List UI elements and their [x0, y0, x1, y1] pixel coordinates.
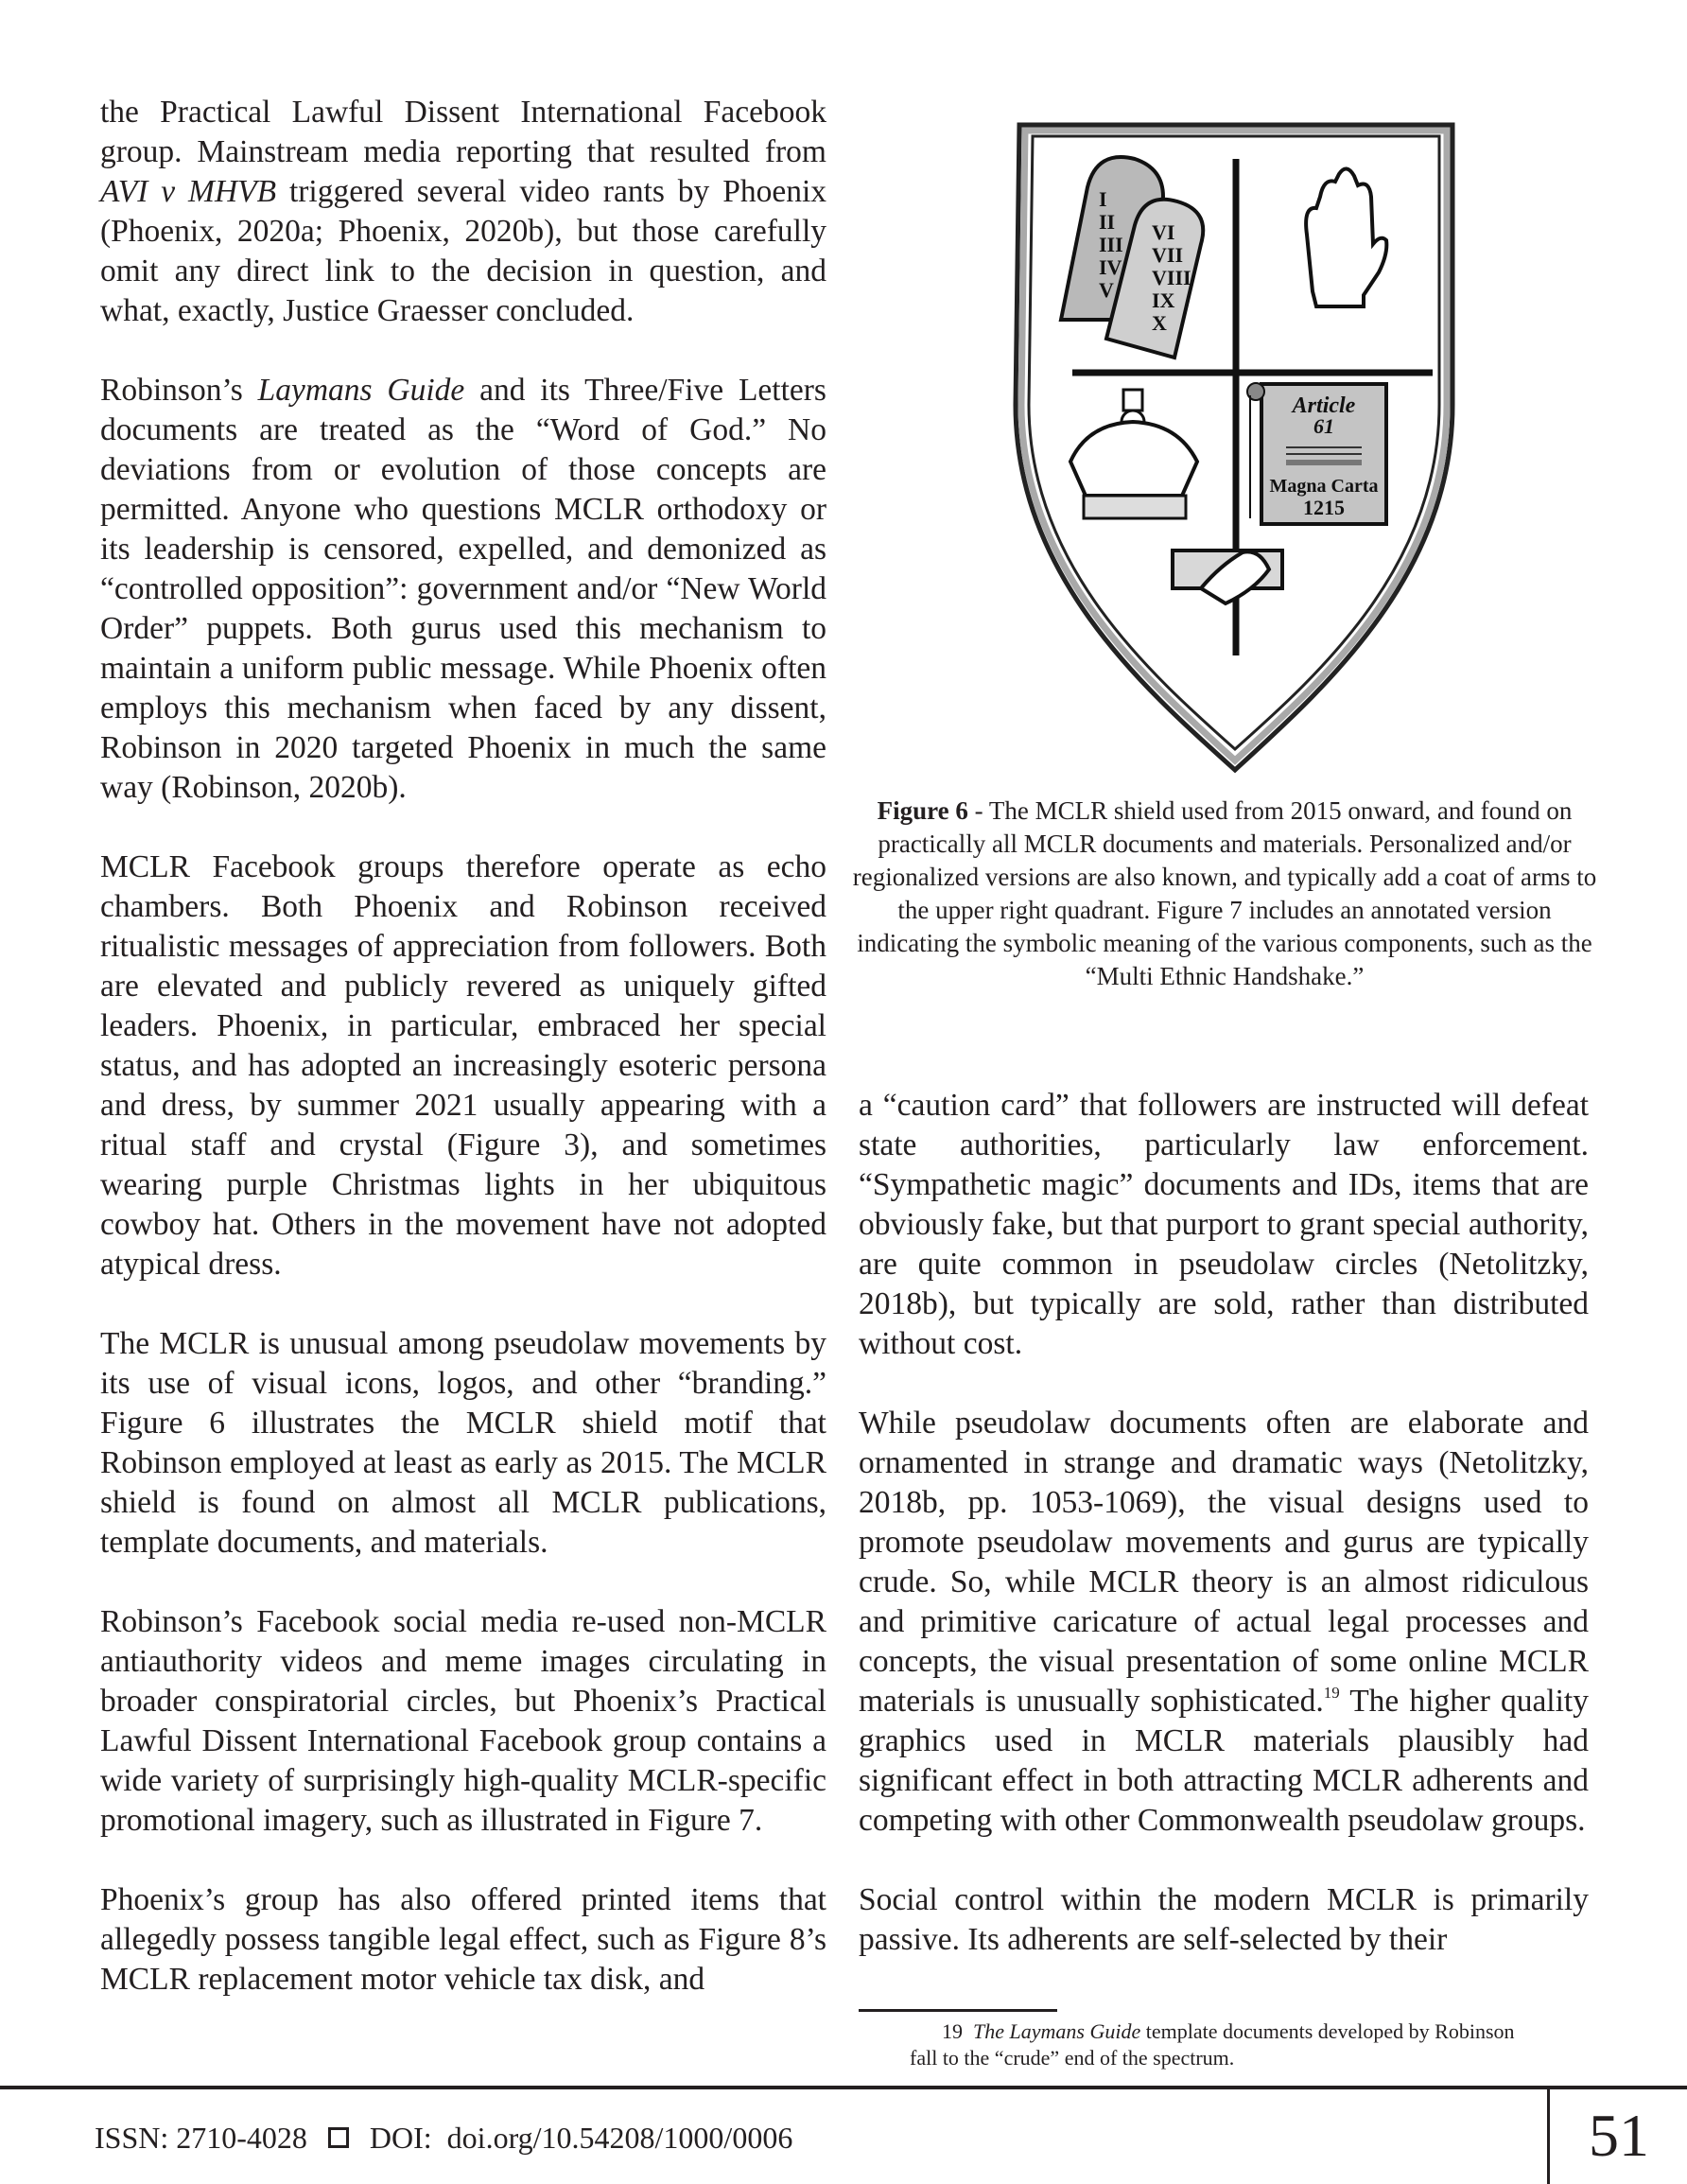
left-column [100, 93, 826, 2000]
paragraph-text: a “caution card” that followers are instructed will defeat state authorities, particularly law enforcement. “Sympathetic magic” documents and IDs, items that are obviously fake, but that purport to grant special authority, are quite common in pseudolaw circles (Netolitzky, 2018b), but typically are sold, rather than distributed without cost. [859, 1088, 1589, 1361]
square-box-icon [328, 2127, 349, 2148]
roman-numeral: X [1152, 311, 1167, 335]
italic-citation: AVI v MHVB [100, 174, 277, 209]
body-paragraph [100, 847, 826, 1284]
roman-numeral: III [1099, 233, 1123, 256]
svg-text:Magna Carta: Magna Carta [1269, 476, 1379, 497]
footnote [910, 2018, 1591, 2071]
paragraph-text: While pseudolaw documents often are elaborate and ornamented in strange and dramatic ways (Netolitzky, 2018b, pp. 1053-1069), the visual designs used to promote pseudolaw movements and gurus are typically crude. So, while MCLR theory is an almost ridiculous and primitive caricature of actual legal processes and concepts, the visual presentation of some online MCLR materials is unusually sophisticated. [859, 1406, 1589, 1719]
italic-citation: Laymans Guide [257, 373, 465, 408]
footnote-number: 19 [942, 2019, 963, 2043]
body-paragraph [859, 1404, 1589, 1841]
roman-numeral: I [1099, 187, 1107, 211]
body-paragraph [100, 1880, 826, 2000]
figure-label: Figure 6 [877, 796, 968, 825]
roman-numeral: IX [1152, 288, 1175, 312]
paragraph-text: The higher quality graphics used in MCLR materials plausibly had significant effect in both attracting MCLR adherents and competing with other Commonwealth pseudolaw groups. [859, 1684, 1589, 1838]
paragraph-text: Robinson’s [100, 373, 258, 408]
paragraph-text: triggered several video rants by Phoenix (Phoenix, 2020a; Phoenix, 2020b), but those carefully omit any direct link to the decision in question, and what, exactly, Justice Graesser concluded. [100, 174, 826, 328]
footnote-title: The Laymans Guide [973, 2019, 1141, 2043]
footnote-reference[interactable]: 19 [1323, 1684, 1340, 1702]
paragraph-text: The MCLR is unusual among pseudolaw movements by its use of visual icons, logos, and other “branding.” Figure 6 illustrates the MCLR shield motif that Robinson employed at least as early as 2015. The MCLR shield is found on almost all MCLR publications, template documents, and materials. [100, 1326, 826, 1560]
body-paragraph [100, 93, 826, 331]
svg-text:1215: 1215 [1303, 496, 1345, 519]
roman-numeral: VI [1152, 220, 1175, 244]
paragraph-text: and its Three/Five Letters documents are treated as the “Word of God.” No deviations from or evolution of those concepts are permitted. Anyone who questions MCLR orthodoxy or its leadership is censored, expelled, and demonized as “controlled opposition”: government and/or “New World Order” puppets. Both gurus used this mechanism to maintain a uniform public message. While Phoenix often employs this mechanism when faced by any dissent, Robinson in 2020 targeted Phoenix in much the same way (Robinson, 2020b). [100, 373, 826, 805]
footnote-text-line2: fall to the “crude” end of the spectrum. [910, 2046, 1235, 2070]
body-paragraph [100, 371, 826, 808]
paragraph-text: Social control within the modern MCLR is primarily passive. Its adherents are self-selected by their [859, 1882, 1589, 1957]
roman-numeral: V [1099, 278, 1114, 302]
roman-numeral: VIII [1152, 266, 1191, 289]
roman-numeral: VII [1152, 243, 1184, 267]
paragraph-text: Phoenix’s group has also offered printed items that allegedly possess tangible legal effect, such as Figure 8’s MCLR replacement motor vehicle tax disk, and [100, 1882, 826, 1997]
svg-text:Article: Article [1292, 393, 1356, 418]
issn-text: ISSN: 2710-4028 [95, 2121, 307, 2155]
figure-caption-text: The MCLR shield used from 2015 onward, and found on practically all MCLR documents and materials. Personalized and/or regionalized versions are also known, and typically add a coat of arms to the upper right quadrant. Figure 7 includes an annotated version indicating the symbolic meaning of the various components, such as the “Multi Ethnic Handshake.” [852, 796, 1597, 990]
figure-caption-separator: - [967, 796, 989, 825]
body-paragraph [100, 1324, 826, 1563]
roman-numeral: II [1099, 210, 1116, 234]
footer-vertical-divider [1547, 2088, 1550, 2184]
mclr-shield-image [1012, 121, 1456, 774]
body-paragraph [100, 1602, 826, 1841]
figure-6-mclr-shield [1012, 121, 1456, 774]
paragraph-text: MCLR Facebook groups therefore operate as echo chambers. Both Phoenix and Robinson received ritualistic messages of appreciation from followers. Both are elevated and publicly revered as uniquely gifted leaders. Phoenix, in particular, embraced her special status, and has adopted an increasingly esoteric persona and dress, by summer 2021 usually appearing with a ritual staff and crystal (Figure 3), and sometimes wearing purple Christmas lights in her ubiquitous cowboy hat. Others in the movement have not adopted atypical dress. [100, 849, 826, 1282]
roman-numeral: IV [1099, 255, 1122, 279]
footnote-text-line1: template documents developed by Robinson [1140, 2019, 1515, 2043]
paragraph-text: the Practical Lawful Dissent International Facebook group. Mainstream media reporting that resulted from [100, 95, 826, 169]
magna-carta-scroll-icon [1247, 383, 1386, 524]
body-paragraph [859, 1880, 1589, 1960]
paragraph-text: Robinson’s Facebook social media re-used non-MCLR antiauthority videos and meme images circulating in broader conspiratorial circles, but Phoenix’s Practical Lawful Dissent International Facebook group contains a wide variety of surprisingly high-quality MCLR-specific promotional imagery, such as illustrated in Figure 7. [100, 1604, 826, 1838]
footer-publication-info [95, 2119, 792, 2157]
body-paragraph [859, 1086, 1589, 1364]
svg-text:61: 61 [1313, 414, 1334, 438]
doi-text: DOI: doi.org/10.54208/1000/0006 [369, 2121, 793, 2155]
right-column [859, 1086, 1589, 1960]
page-number: 51 [1589, 2102, 1649, 2169]
footnote-divider [859, 2009, 1057, 2012]
figure-caption [851, 795, 1598, 993]
footer-divider [0, 2086, 1687, 2089]
